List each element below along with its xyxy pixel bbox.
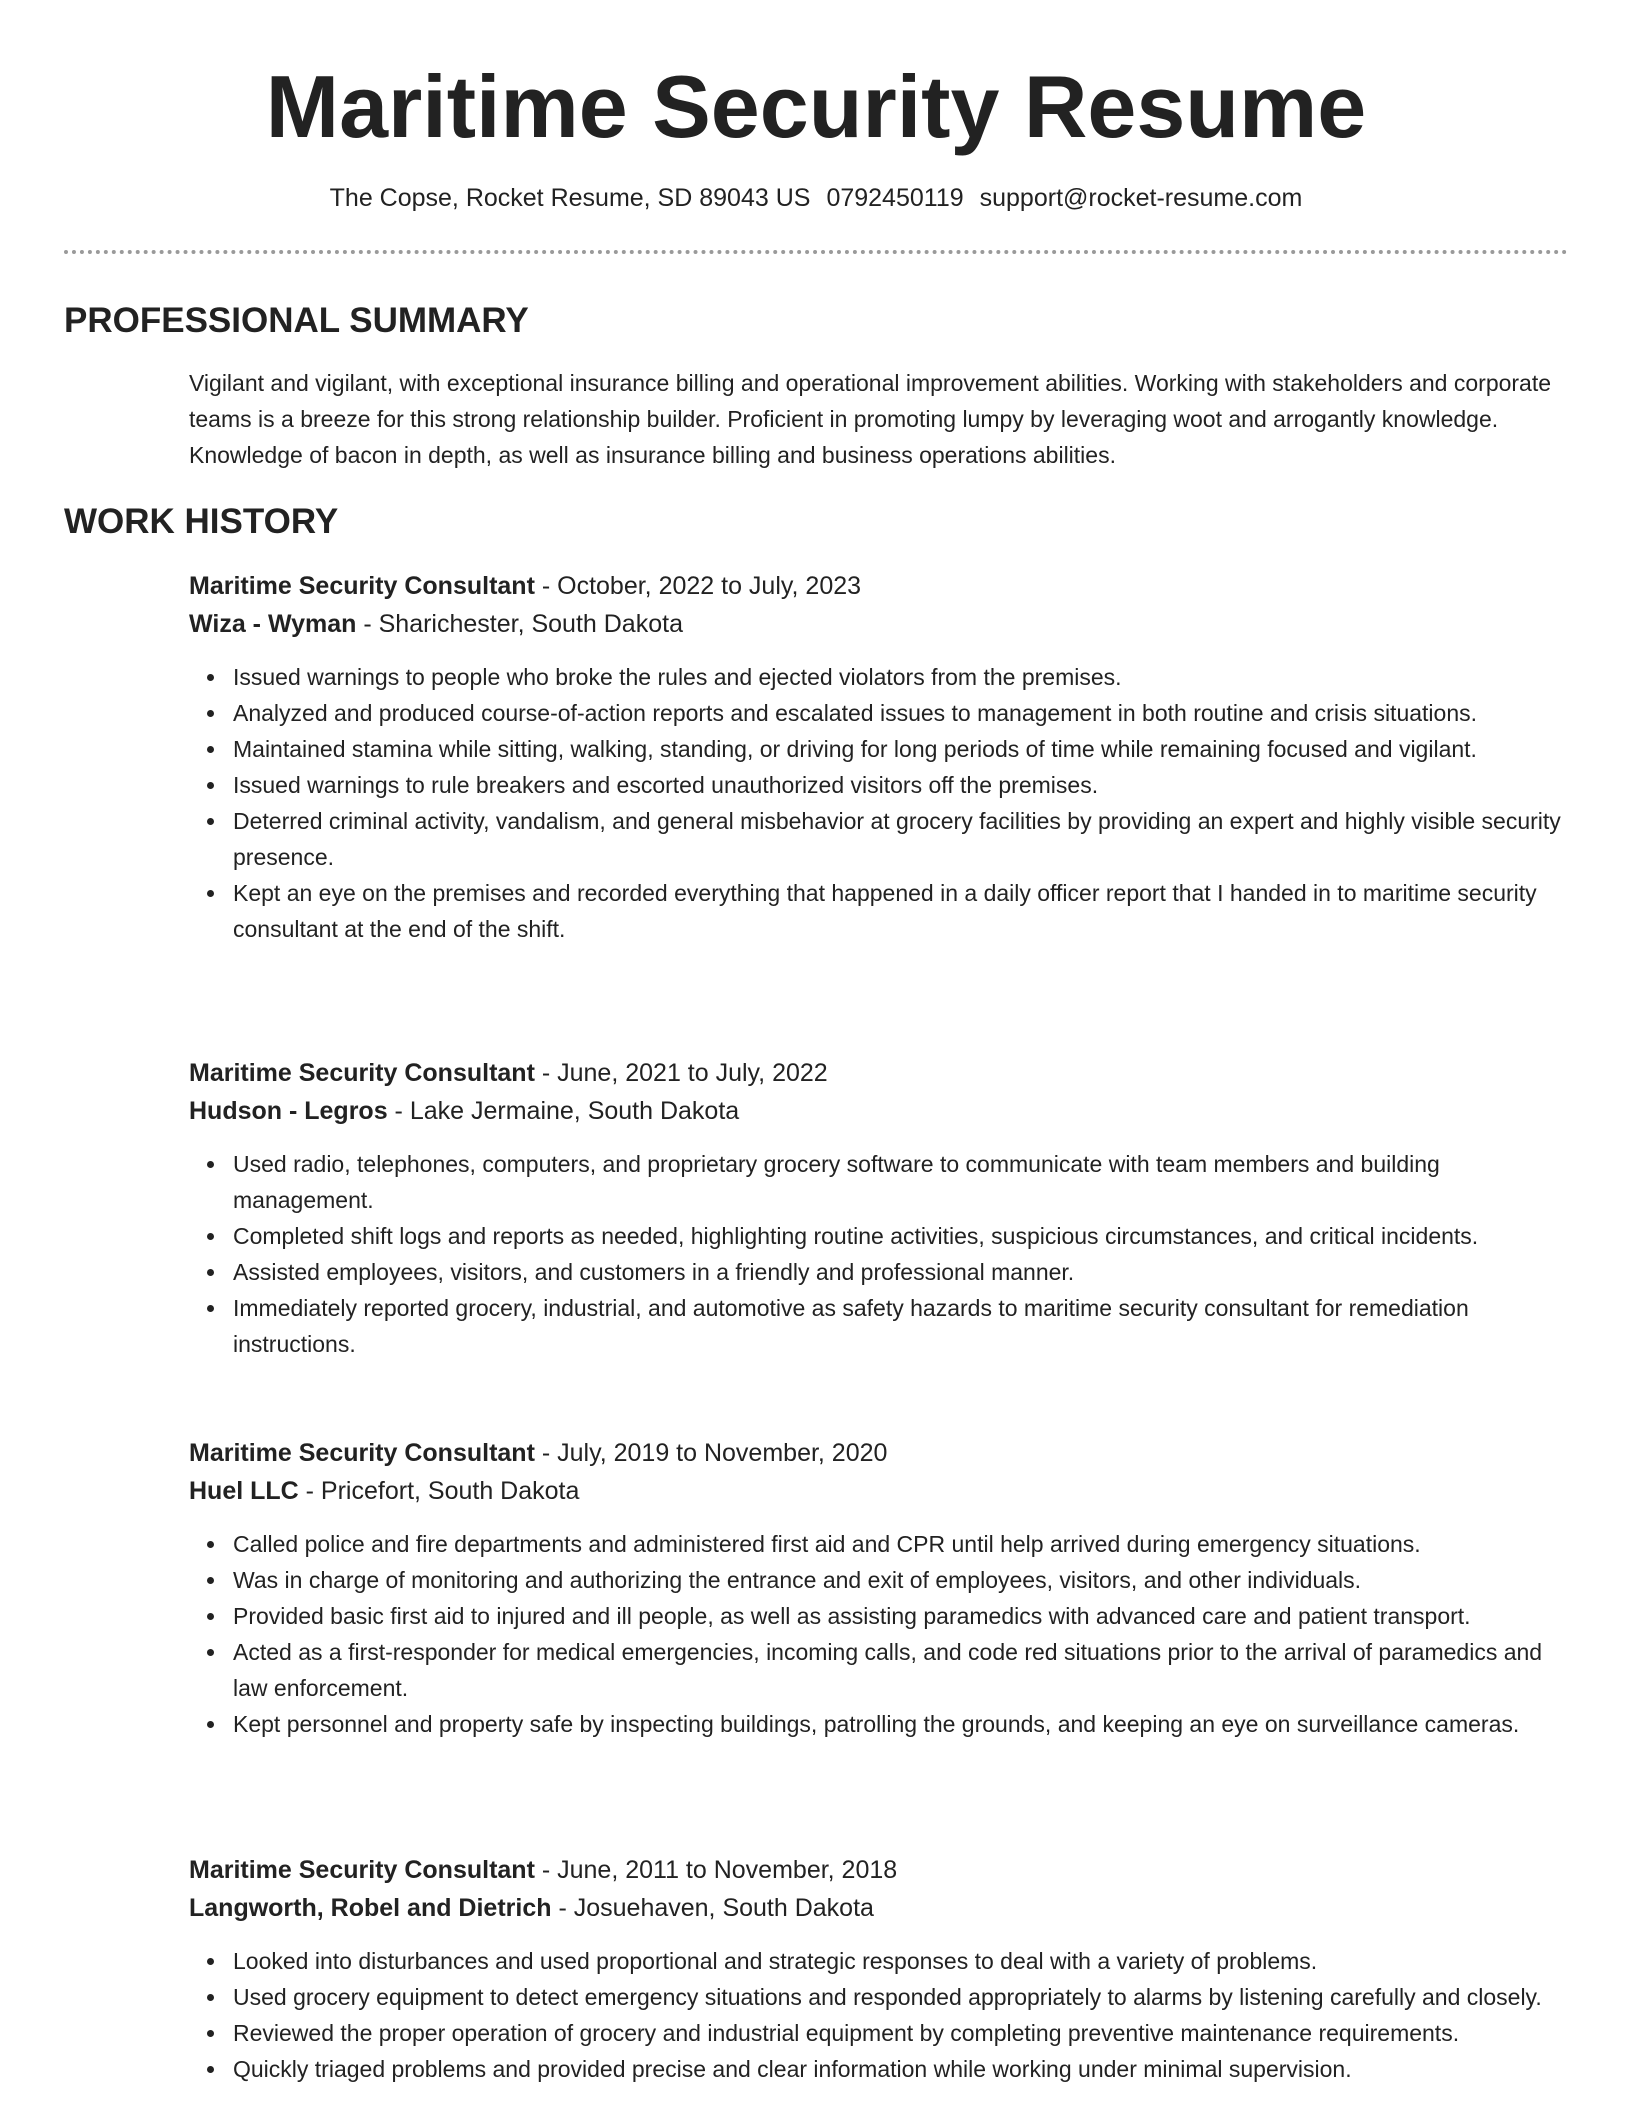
job-bullet: Quickly triaged problems and provided precise and clear information while working under minimal supervision.: [233, 2051, 1569, 2087]
section-heading-summary: PROFESSIONAL SUMMARY: [64, 301, 529, 340]
job-company: Hudson - Legros: [189, 1097, 388, 1125]
job-bullet: Used grocery equipment to detect emergency situations and responded appropriately to alarms by listening carefully and closely.: [233, 1979, 1569, 2015]
job-title-line: [189, 1851, 1569, 1889]
job-title: Maritime Security Consultant: [189, 1059, 535, 1087]
job-bullet: Used radio, telephones, computers, and proprietary grocery software to communicate with team members and building management.: [233, 1146, 1569, 1218]
job-title-line: [189, 1054, 1569, 1092]
job-bullet: Issued warnings to people who broke the rules and ejected violators from the premises.: [233, 659, 1569, 695]
contact-address: The Copse, Rocket Resume, SD 89043 US: [329, 184, 811, 212]
job-bullet-list: [189, 1146, 1569, 1362]
job-bullet: Issued warnings to rule breakers and escorted unauthorized visitors off the premises.: [233, 767, 1569, 803]
job-company: Huel LLC: [189, 1477, 299, 1505]
job-company: Wiza - Wyman: [189, 610, 357, 638]
contact-line: [0, 180, 1632, 216]
job-company: Langworth, Robel and Dietrich: [189, 1894, 552, 1922]
job-dates: - July, 2019 to November, 2020: [534, 1439, 888, 1467]
job-company-line: [189, 1472, 1569, 1510]
job-dates: - October, 2022 to July, 2023: [534, 572, 862, 600]
job-bullet: Provided basic first aid to injured and ill people, as well as assisting paramedics with advanced care and patient transport.: [233, 1598, 1569, 1634]
job-location: - Josuehaven, South Dakota: [551, 1894, 874, 1922]
job-bullet: Analyzed and produced course-of-action reports and escalated issues to management in both routine and crisis situations.: [233, 695, 1569, 731]
job-entry: [189, 567, 1569, 947]
job-location: - Pricefort, South Dakota: [298, 1477, 580, 1505]
job-entry: [189, 1434, 1569, 1742]
job-bullet: Kept personnel and property safe by inspecting buildings, patrolling the grounds, and keeping an eye on surveillance cameras.: [233, 1706, 1569, 1742]
job-title: Maritime Security Consultant: [189, 572, 535, 600]
job-bullet: Kept an eye on the premises and recorded everything that happened in a daily officer report that I handed in to maritime security consultant at the end of the shift.: [233, 875, 1569, 947]
job-bullet: Was in charge of monitoring and authorizing the entrance and exit of employees, visitors, and other individuals.: [233, 1562, 1569, 1598]
job-location: - Sharichester, South Dakota: [356, 610, 683, 638]
job-dates: - June, 2011 to November, 2018: [534, 1856, 898, 1884]
job-bullet-list: [189, 659, 1569, 947]
header-divider: [64, 250, 1568, 254]
job-title: Maritime Security Consultant: [189, 1856, 535, 1884]
job-title-line: [189, 1434, 1569, 1472]
job-bullet: Completed shift logs and reports as needed, highlighting routine activities, suspicious circumstances, and critical incidents.: [233, 1218, 1569, 1254]
job-entry: [189, 1851, 1569, 2087]
job-bullet: Maintained stamina while sitting, walking, standing, or driving for long periods of time while remaining focused and vigilant.: [233, 731, 1569, 767]
contact-phone: 0792450119: [826, 184, 964, 212]
section-heading-work-history: WORK HISTORY: [64, 502, 339, 541]
job-bullet: Looked into disturbances and used proportional and strategic responses to deal with a variety of problems.: [233, 1943, 1569, 1979]
job-bullet: Deterred criminal activity, vandalism, and general misbehavior at grocery facilities by providing an expert and highly visible security presence.: [233, 803, 1569, 875]
job-bullet: Acted as a first-responder for medical emergencies, incoming calls, and code red situations prior to the arrival of paramedics and law enforcement.: [233, 1634, 1569, 1706]
job-title: Maritime Security Consultant: [189, 1439, 535, 1467]
job-bullet: Called police and fire departments and administered first aid and CPR until help arrived during emergency situations.: [233, 1526, 1569, 1562]
job-company-line: [189, 1092, 1569, 1130]
summary-text: Vigilant and vigilant, with exceptional insurance billing and operational improvement abilities. Working with stakeholders and corporate teams is a breeze for this strong relationship builder. Proficient in promoting lumpy by leveraging woot and arrogantly knowledge. Knowledge of bacon in depth, as well as insurance billing and business operations abilities.: [189, 370, 1552, 468]
job-bullet-list: [189, 1943, 1569, 2087]
job-bullet: Reviewed the proper operation of grocery and industrial equipment by completing preventive maintenance requirements.: [233, 2015, 1569, 2051]
job-location: - Lake Jermaine, South Dakota: [387, 1097, 740, 1125]
resume-title: Maritime Security Resume: [265, 57, 1367, 156]
contact-email: support@rocket-resume.com: [979, 184, 1303, 212]
job-bullet: Immediately reported grocery, industrial, and automotive as safety hazards to maritime security consultant for remediation instructions.: [233, 1290, 1569, 1362]
job-entry: [189, 1054, 1569, 1362]
job-company-line: [189, 605, 1569, 643]
job-title-line: [189, 567, 1569, 605]
job-company-line: [189, 1889, 1569, 1927]
job-dates: - June, 2021 to July, 2022: [534, 1059, 828, 1087]
job-bullet-list: [189, 1526, 1569, 1742]
job-bullet: Assisted employees, visitors, and customers in a friendly and professional manner.: [233, 1254, 1569, 1290]
